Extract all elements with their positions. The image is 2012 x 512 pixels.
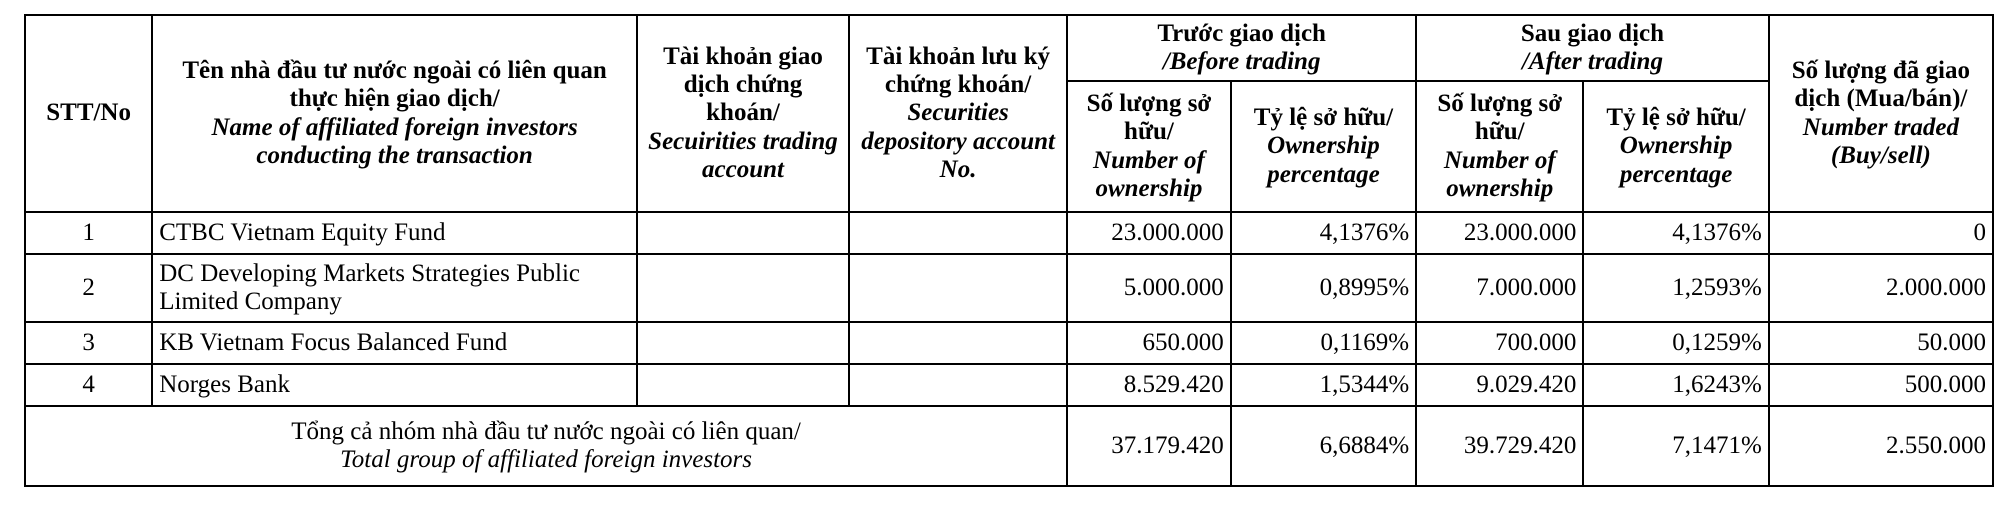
col-header-after-percentage — [1583, 81, 1768, 212]
cell-number-traded: 50.000 — [1769, 322, 1993, 364]
cell-after-number: 700.000 — [1416, 322, 1583, 364]
cell-trading-account — [637, 364, 849, 406]
cell-before-percentage: 1,5344% — [1231, 364, 1416, 406]
cell-number-traded: 0 — [1769, 212, 1993, 254]
cell-no: 4 — [25, 364, 152, 406]
col-header-before-percentage — [1231, 81, 1416, 212]
col-header-after-trading-en: /After trading — [1521, 48, 1663, 75]
cell-before-number: 23.000.000 — [1067, 212, 1231, 254]
col-header-after-number-en: Number of ownership — [1443, 146, 1556, 202]
col-header-after-percentage-vi: Tỷ lệ sở hữu/ — [1606, 104, 1746, 132]
cell-total-label-vi: Tổng cả nhóm nhà đầu tư nước ngoài có liên quan/ — [291, 417, 801, 445]
col-header-before-trading-en: /Before trading — [1162, 48, 1321, 75]
cell-before-number: 650.000 — [1067, 322, 1231, 364]
col-header-depository-account-vi: Tài khoản lưu ký chứng khoán/ — [866, 42, 1050, 99]
cell-number-traded: 500.000 — [1769, 364, 1993, 406]
cell-after-percentage: 1,2593% — [1583, 254, 1768, 322]
cell-no: 3 — [25, 322, 152, 364]
cell-total-label — [25, 406, 1067, 486]
col-header-before-trading-vi: Trước giao dịch — [1157, 19, 1326, 47]
cell-number-traded: 2.000.000 — [1769, 254, 1993, 322]
col-header-after-number-vi: Số lượng sở hữu/ — [1437, 90, 1563, 146]
cell-investor-name: Norges Bank — [152, 364, 637, 406]
col-header-after-trading-vi: Sau giao dịch — [1520, 19, 1665, 47]
cell-after-percentage: 0,1259% — [1583, 322, 1768, 364]
cell-depository-account — [849, 254, 1067, 322]
cell-after-percentage: 4,1376% — [1583, 212, 1768, 254]
cell-after-percentage: 1,6243% — [1583, 364, 1768, 406]
col-header-trading-account-vi: Tài khoản giao dịch chứng khoán/ — [663, 42, 823, 127]
cell-before-percentage: 0,1169% — [1231, 322, 1416, 364]
cell-no: 1 — [25, 212, 152, 254]
col-header-no-text: STT/No — [46, 99, 131, 127]
table-row — [25, 364, 1993, 406]
col-header-before-number-en: Number of ownership — [1093, 146, 1205, 202]
col-header-investor-name — [152, 15, 637, 212]
cell-depository-account — [849, 212, 1067, 254]
cell-total-after-percentage: 7,1471% — [1583, 406, 1768, 486]
cell-investor-name: DC Developing Markets Strategies Public Limited Company — [152, 254, 637, 322]
cell-total-after-number: 39.729.420 — [1416, 406, 1583, 486]
table-row — [25, 322, 1993, 364]
col-header-after-percentage-en: Ownership percentage — [1619, 132, 1733, 188]
cell-before-percentage: 4,1376% — [1231, 212, 1416, 254]
cell-depository-account — [849, 364, 1067, 406]
col-header-depository-account — [849, 15, 1067, 212]
col-header-number-traded-vi: Số lượng đã giao dịch (Mua/bán)/ — [1791, 57, 1970, 113]
cell-before-number: 8.529.420 — [1067, 364, 1231, 406]
col-header-before-number — [1067, 81, 1231, 212]
col-header-after-trading — [1416, 15, 1769, 81]
cell-after-number: 9.029.420 — [1416, 364, 1583, 406]
col-header-after-number — [1416, 81, 1583, 212]
col-header-before-percentage-en: Ownership percentage — [1267, 132, 1380, 188]
col-header-number-traded-en: Number traded (Buy/sell) — [1802, 113, 1960, 169]
cell-trading-account — [637, 254, 849, 322]
cell-no: 2 — [25, 254, 152, 322]
cell-after-number: 23.000.000 — [1416, 212, 1583, 254]
cell-total-before-number: 37.179.420 — [1067, 406, 1231, 486]
col-header-trading-account — [637, 15, 849, 212]
table-body — [25, 212, 1993, 486]
col-header-investor-name-en: Name of affiliated foreign investors conducting the transaction — [211, 113, 578, 169]
table-row — [25, 212, 1993, 254]
col-header-trading-account-en: Secuirities trading account — [648, 127, 838, 183]
table-row — [25, 254, 1993, 322]
col-header-before-percentage-vi: Tỷ lệ sở hữu/ — [1253, 104, 1394, 132]
col-header-before-trading — [1067, 15, 1416, 81]
col-header-number-traded — [1769, 15, 1993, 212]
cell-total-number-traded: 2.550.000 — [1769, 406, 1993, 486]
cell-trading-account — [637, 322, 849, 364]
col-header-investor-name-vi: Tên nhà đầu tư nước ngoài có liên quan thực hiện giao dịch/ — [182, 57, 607, 113]
table-total-row — [25, 406, 1993, 486]
cell-total-before-percentage: 6,6884% — [1231, 406, 1416, 486]
table-header — [25, 15, 1993, 212]
header-row-group — [25, 15, 1993, 81]
cell-total-label-en: Total group of affiliated foreign investors — [340, 446, 752, 473]
cell-trading-account — [637, 212, 849, 254]
cell-investor-name: CTBC Vietnam Equity Fund — [152, 212, 637, 254]
cell-investor-name: KB Vietnam Focus Balanced Fund — [152, 322, 637, 364]
col-header-depository-account-en: Securities depository account No. — [861, 99, 1055, 183]
col-header-before-number-vi: Số lượng sở hữu/ — [1086, 90, 1212, 146]
cell-before-number: 5.000.000 — [1067, 254, 1231, 322]
cell-depository-account — [849, 322, 1067, 364]
col-header-no — [25, 15, 152, 212]
affiliated-foreign-investors-table — [24, 14, 1994, 487]
cell-before-percentage: 0,8995% — [1231, 254, 1416, 322]
cell-after-number: 7.000.000 — [1416, 254, 1583, 322]
